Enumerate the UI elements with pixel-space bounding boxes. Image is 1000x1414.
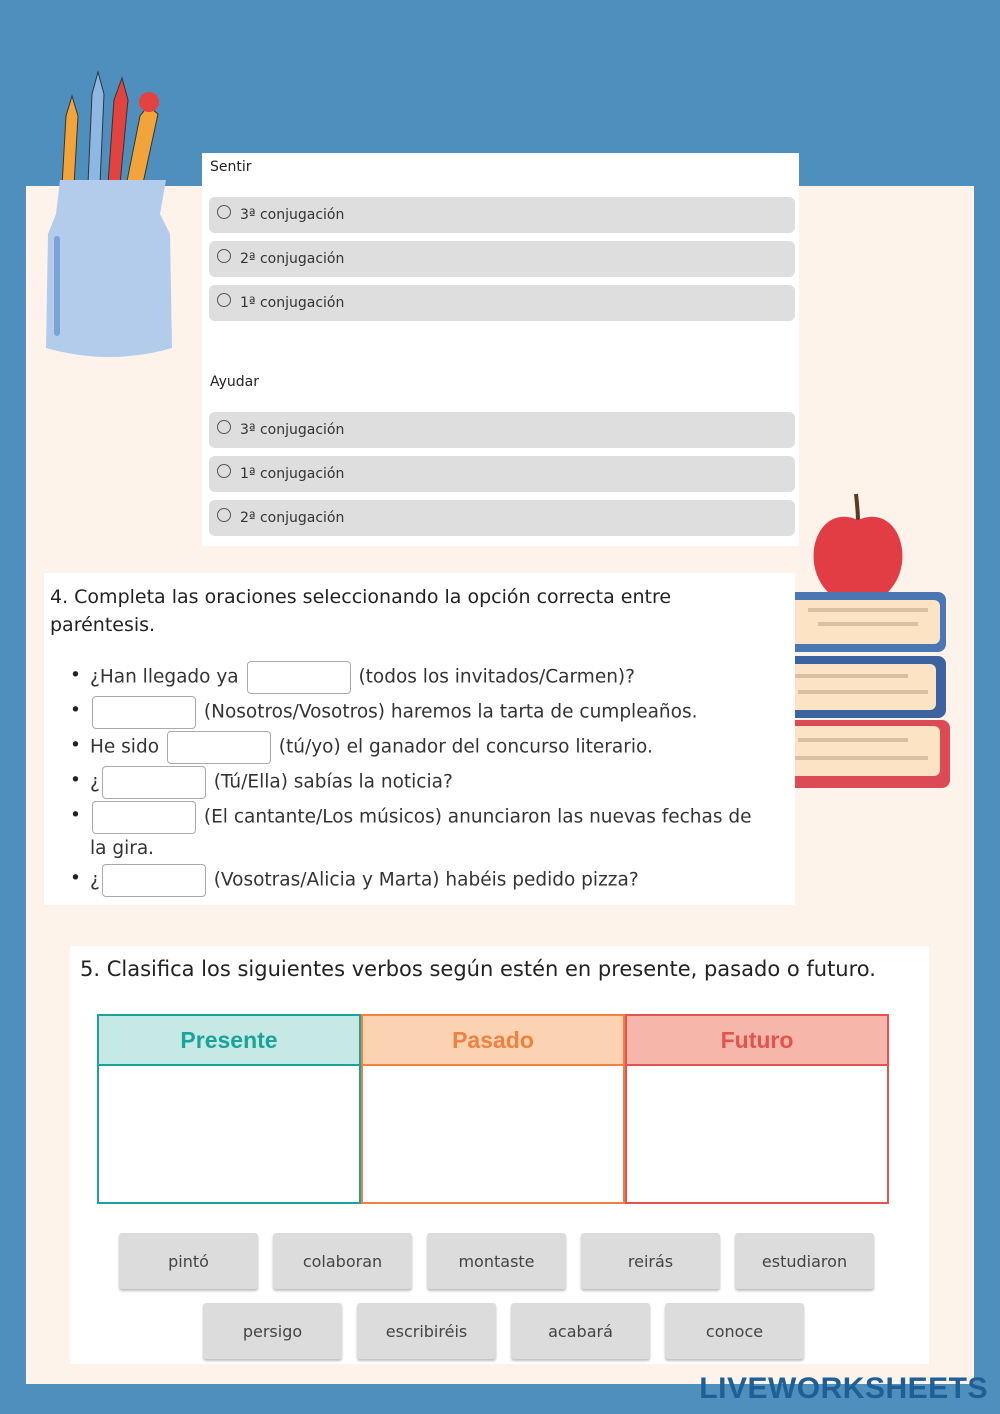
answer-input[interactable] (102, 864, 206, 897)
answer-input[interactable] (92, 696, 196, 729)
conjugation-quiz (202, 153, 799, 546)
question-label: Sentir (210, 159, 252, 175)
radio-icon[interactable] (217, 205, 231, 219)
word-chip[interactable]: colaboran (273, 1233, 412, 1289)
exercise-5-title: 5. Clasifica los siguientes verbos según estén en presente, pasado o futuro. (80, 957, 876, 981)
word-chip[interactable]: pintó (119, 1233, 258, 1289)
answer-input[interactable] (247, 661, 351, 694)
radio-icon[interactable] (217, 420, 231, 434)
pencil-cup-icon (40, 66, 180, 362)
word-chip[interactable]: conoce (665, 1303, 804, 1359)
drop-zone-pasado[interactable] (361, 1014, 625, 1204)
word-chip[interactable]: montaste (427, 1233, 566, 1289)
exercise-5 (70, 946, 929, 1364)
exercise-4-title: 4. Completa las oraciones seleccionando la opción correcta entre paréntesis. (50, 586, 672, 636)
radio-icon[interactable] (217, 508, 231, 522)
radio-icon[interactable] (217, 249, 231, 263)
exercise-4 (44, 573, 795, 905)
list-item: • (Nosotros/Vosotros) haremos la tarta de cumpleaños. (70, 696, 770, 731)
column-header-pasado: Pasado (363, 1016, 623, 1066)
list-item: • (El cantante/Los músicos) anunciaron las nuevas fechas de la gira. (70, 801, 770, 864)
list-item: • He sido (tú/yo) el ganador del concurso literario. (70, 731, 770, 766)
radio-icon[interactable] (217, 464, 231, 478)
option-ayudar-1[interactable]: 3ª conjugación (209, 412, 795, 448)
liveworksheets-logo: LIVEWORKSHEETS (699, 1372, 988, 1405)
answer-input[interactable] (167, 731, 271, 764)
drop-zone-presente[interactable] (97, 1014, 361, 1204)
word-chip[interactable]: persigo (203, 1303, 342, 1359)
list-item: • ¿ (Tú/Ella) sabías la noticia? (70, 766, 770, 801)
sentence-list (70, 661, 770, 899)
answer-input[interactable] (92, 801, 196, 834)
option-sentir-1[interactable]: 3ª conjugación (209, 197, 795, 233)
word-chip[interactable]: acabará (511, 1303, 650, 1359)
drop-zone-futuro[interactable] (625, 1014, 889, 1204)
option-ayudar-2[interactable]: 1ª conjugación (209, 456, 795, 492)
question-label: Ayudar (210, 374, 260, 390)
option-sentir-2[interactable]: 2ª conjugación (209, 241, 795, 277)
column-header-futuro: Futuro (627, 1016, 887, 1066)
word-chip[interactable]: estudiaron (735, 1233, 874, 1289)
word-chip[interactable]: reirás (581, 1233, 720, 1289)
answer-input[interactable] (102, 766, 206, 799)
list-item: • ¿Han llegado ya (todos los invitados/Carmen)? (70, 661, 770, 696)
list-item: • ¿ (Vosotras/Alicia y Marta) habéis pedido pizza? (70, 864, 770, 899)
option-sentir-3[interactable]: 1ª conjugación (209, 285, 795, 321)
radio-icon[interactable] (217, 293, 231, 307)
option-ayudar-3[interactable]: 2ª conjugación (209, 500, 795, 536)
column-header-presente: Presente (99, 1016, 359, 1066)
word-chip[interactable]: escribiréis (357, 1303, 496, 1359)
